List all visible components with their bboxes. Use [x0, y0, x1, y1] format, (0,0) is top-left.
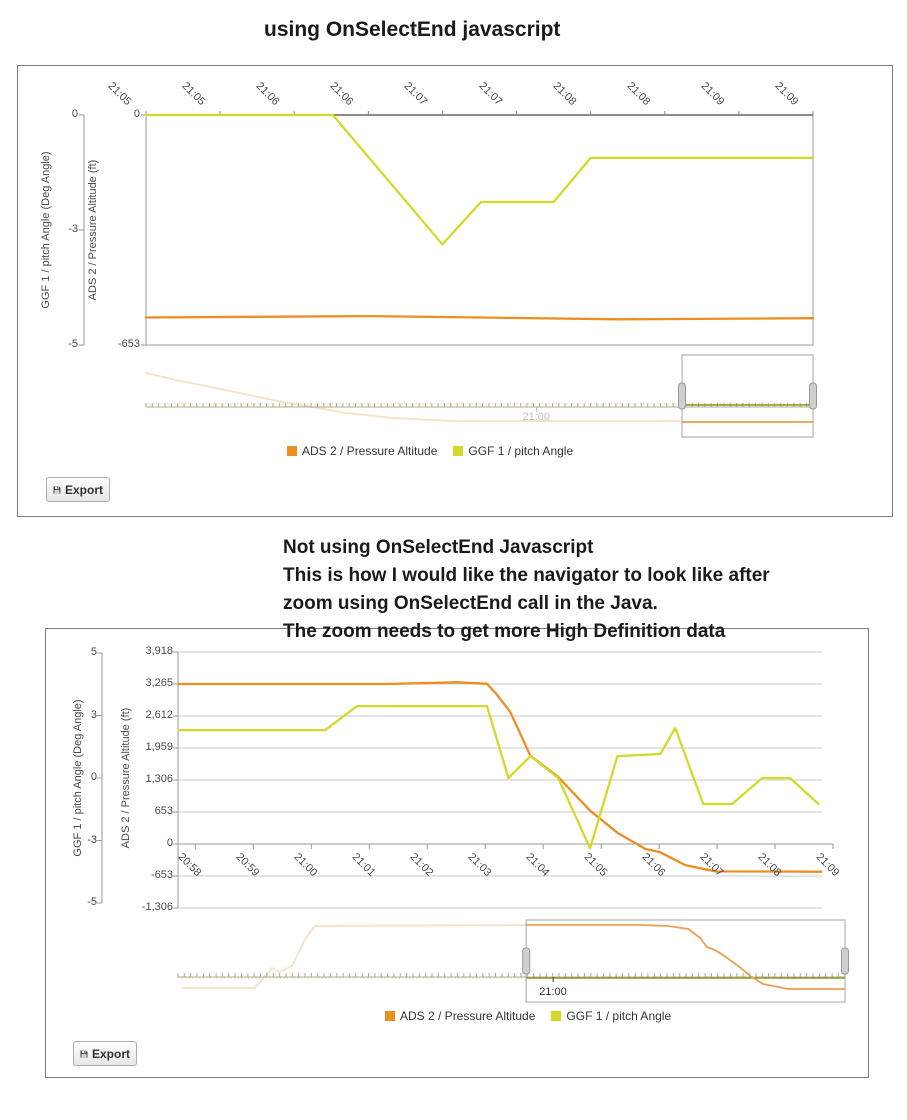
y-tick-label-ft: 0: [133, 108, 140, 120]
chart1-yaxis-title-ads: ADS 2 / Pressure Altitude (ft): [87, 159, 99, 301]
y-tick-label-ft: 653: [154, 805, 173, 817]
legend-swatch-ggf1: [453, 446, 463, 456]
y-tick-label-ft: -653: [117, 338, 140, 350]
annotation-text: [283, 534, 770, 646]
x-tick-label: 21:05: [581, 851, 610, 879]
chart1-yaxis-title-ggf: GGF 1 / pitch Angle (Deg Angle): [40, 151, 52, 309]
x-tick-label: 21:06: [327, 80, 356, 108]
x-tick-label: 20:58: [175, 851, 204, 879]
legend-label-ads2: ADS 2 / Pressure Altitude: [400, 1009, 536, 1023]
y-tick-label-deg: -3: [87, 833, 97, 846]
y-tick-label-ft: 3,265: [145, 677, 173, 689]
chart2-yaxis-title-ggf: GGF 1 / pitch Angle (Deg Angle): [72, 699, 84, 857]
x-tick-label: 21:08: [550, 80, 579, 108]
x-tick-label: 21:03: [465, 851, 494, 879]
legend-swatch-ads2: [287, 446, 297, 456]
x-tick-label: 21:02: [407, 851, 436, 879]
y-tick-label-ft: 3,918: [145, 645, 173, 657]
y-tick-label-ft: 2,612: [145, 709, 173, 721]
legend-swatch-ggf1: [551, 1011, 561, 1021]
navigator-time-label: 21:00: [522, 411, 551, 423]
annotation-line: Not using OnSelectEnd Javascript: [283, 537, 594, 558]
annotation-line: zoom using OnSelectEnd call in the Java.: [283, 593, 658, 614]
legend-label-ggf1: GGF 1 / pitch Angle: [468, 444, 574, 458]
x-tick-label: 21:04: [523, 851, 552, 879]
save-icon: [53, 483, 61, 497]
export-button-label: Export: [91, 1046, 130, 1061]
y-tick-label-deg: -3: [68, 223, 78, 235]
y-tick-label-ft: -653: [150, 869, 173, 881]
export-button-label: Export: [64, 482, 103, 497]
y-tick-label-ft: -1,306: [141, 901, 173, 913]
chart2-yaxis-title-ads: ADS 2 / Pressure Altitude (ft): [120, 707, 132, 849]
chart1-legend: [287, 444, 573, 458]
chart2-legend: [385, 1009, 671, 1023]
y-tick-label-deg: 0: [90, 771, 97, 783]
legend-item-ads2[interactable]: [287, 444, 437, 458]
x-tick-label: 21:07: [401, 80, 430, 108]
x-tick-label: 21:06: [639, 851, 668, 879]
x-tick-label: 21:01: [349, 851, 378, 879]
legend-item-ads2[interactable]: [385, 1009, 535, 1023]
legend-item-ggf1[interactable]: [453, 444, 573, 458]
legend-swatch-ads2: [385, 1011, 395, 1021]
x-tick-label: 21:09: [813, 851, 842, 879]
y-tick-label-deg: -5: [68, 338, 78, 350]
legend-item-ggf1[interactable]: [551, 1009, 671, 1023]
y-tick-label-deg: 0: [71, 108, 78, 120]
legend-label-ggf1: GGF 1 / pitch Angle: [566, 1009, 672, 1023]
save-icon: [80, 1047, 88, 1061]
x-tick-label: 21:09: [772, 80, 801, 108]
navigator-time-label: 21:00: [539, 986, 567, 998]
x-tick-label: 21:05: [179, 80, 208, 108]
x-tick-label: 21:06: [253, 80, 282, 108]
export-button[interactable]: [73, 1041, 137, 1066]
export-button[interactable]: [46, 477, 110, 502]
x-tick-label: 21:07: [476, 80, 505, 108]
x-tick-label: 21:08: [755, 851, 784, 879]
y-tick-label-ft: 1,306: [145, 773, 173, 785]
y-tick-label-ft: 0: [166, 837, 173, 849]
y-tick-label-deg: 5: [90, 646, 97, 658]
x-tick-label: 21:09: [698, 80, 727, 108]
annotation-line: This is how I would like the navigator to look like after: [283, 565, 770, 586]
y-tick-label-deg: -5: [87, 896, 97, 908]
x-tick-label: 20:59: [233, 851, 262, 879]
x-tick-label: 21:07: [697, 851, 726, 879]
x-tick-label: 21:05: [105, 80, 134, 108]
y-tick-label-deg: 3: [90, 708, 97, 721]
legend-label-ads2: ADS 2 / Pressure Altitude: [302, 444, 438, 458]
chart1-heading: using OnSelectEnd javascript: [264, 18, 561, 41]
x-tick-label: 21:00: [291, 851, 320, 879]
x-tick-label: 21:08: [624, 80, 653, 108]
y-tick-label-ft: 1,959: [145, 741, 173, 753]
annotation-line: The zoom needs to get more High Definition data: [283, 621, 726, 642]
